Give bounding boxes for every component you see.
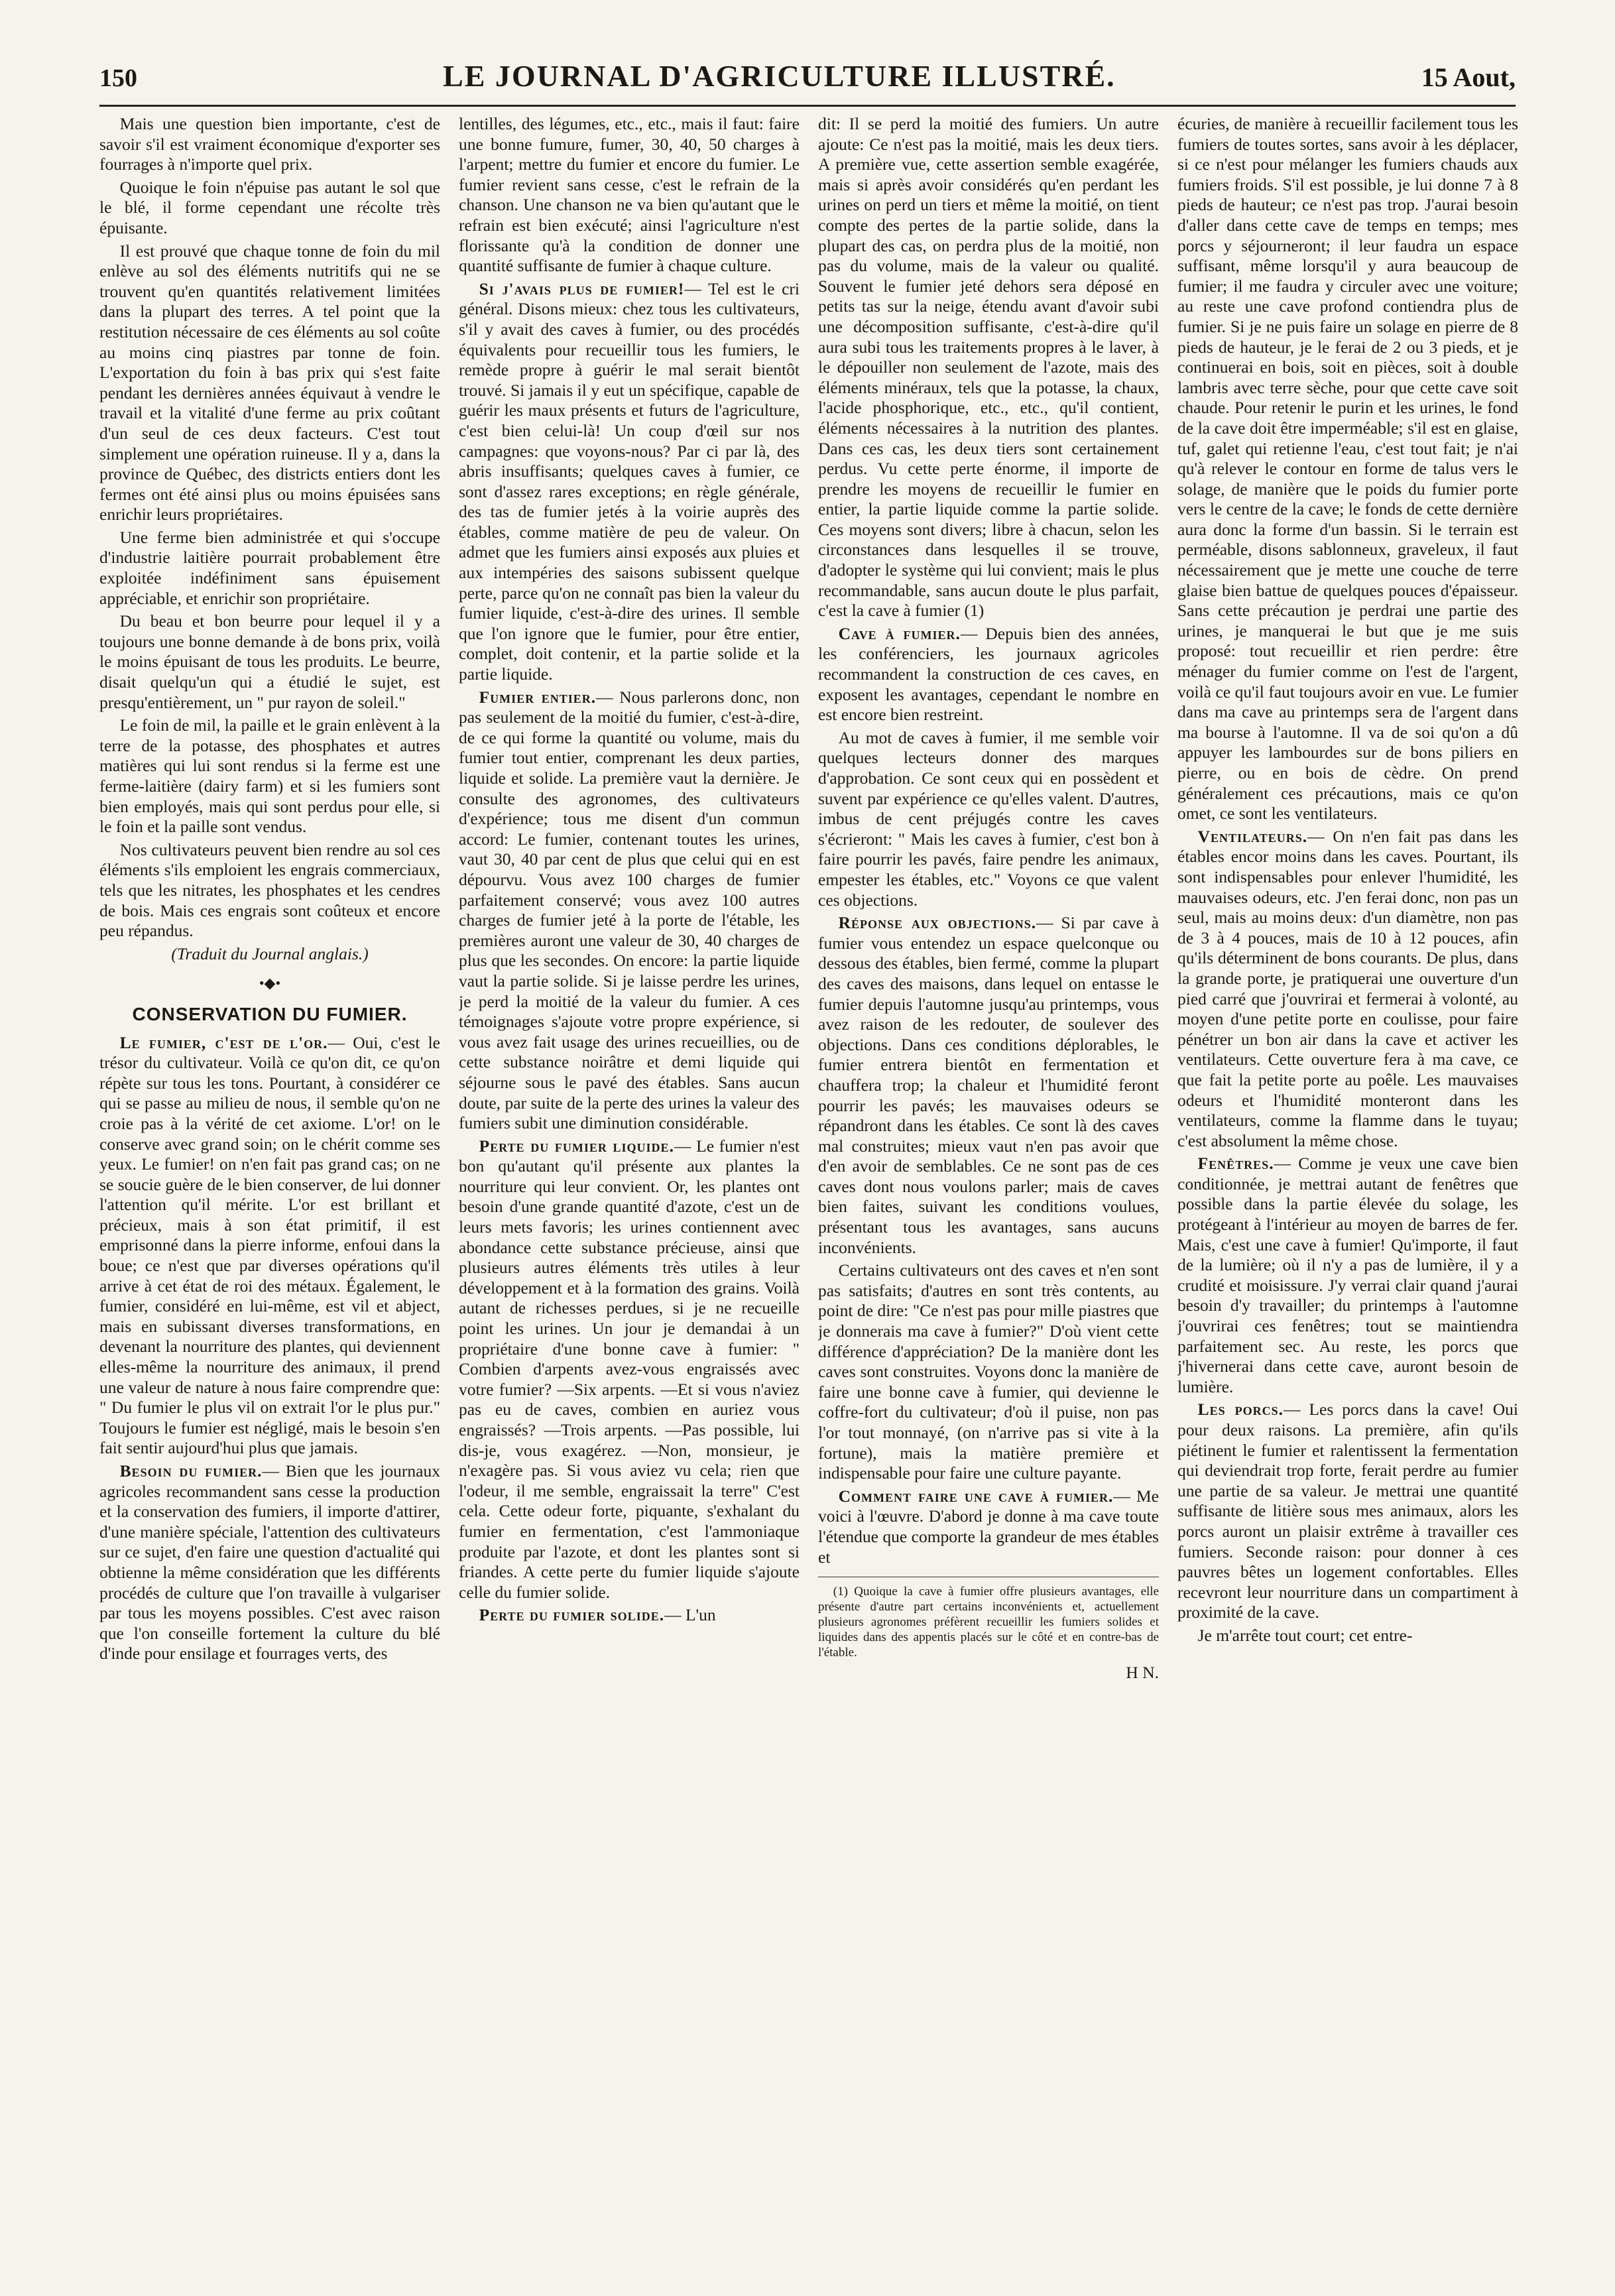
section-lead: Fenêtres. — [1197, 1154, 1274, 1174]
paragraph: Le foin de mil, la paille et le grain enlèvent à la terre de la potasse, des phosphates et autres matières qui lui sont rendus si la ferme est une ferme-laitière (dairy farm) et si les fumiers sont bien employés, mais qui sont perdus pour elle, si le foin et la paille sont vendus. — [99, 715, 440, 837]
paragraph — [1177, 1154, 1518, 1397]
paragraph — [459, 1136, 800, 1603]
column-1 — [99, 114, 440, 2256]
paragraph: Il est prouvé que chaque tonne de foin du mil enlève au sol des éléments nutritifs qui ne se trouvent qu'en quantités relativement limitées dans la plupart des terres. A tel point que la restitution nécessaire de ces éléments au sol coûte au moins cinq piastres par tonne de foin. L'exportation du foin à bas prix qui s'est faite pendant les dernières années équivaut à vendre le travail et la vitalité d'une ferme au prix coûtant d'un seul de ces deux facteurs. C'est tout simplement une opération ruineuse. Il y a, dans la province de Québec, des districts entiers dont les fermes ont été ainsi plus ou moins épuisées sans enrichir leurs propriétaires. — [99, 241, 440, 524]
paragraph — [459, 688, 800, 1134]
paragraph — [99, 1033, 440, 1459]
paragraph — [99, 1461, 440, 1664]
paragraph-text: — Comme je veux une cave bien conditionnée, je mettrai autant de fenêtres que possible dans la partie élevée du solage, les protégeant à l'intérieur au moyen de barres de fer. Mais, c'est une cave à fumier! Qu'importe, il faut de la lumière; où il n'y a pas de lumière, il y a crudité et moisissure. J'y verrai clair quand j'aurai besoin d'y travailler; du printemps à l'automne j'ouvrirai ces fenêtres; tout se maintiendra parfaitement sec. Au reste, les porcs que j'hivernerai dans cette cave, auront besoin de lumière. — [1177, 1154, 1518, 1396]
author-signature: H N. — [1126, 1663, 1159, 1683]
section-lead: Ventilateurs. — [1197, 826, 1308, 846]
paragraph-text: — Depuis bien des années, les conférenciers, les journaux agricoles recommandent la construction de ces caves, en exposent les avantages, cependant le nombre en est encore bien restreint. — [818, 623, 1159, 725]
paragraph — [818, 1486, 1159, 1567]
paragraph — [818, 624, 1159, 725]
paragraph-text: — Si par cave à fumier vous entendez un espace quelconque ou dessous des étables, bien fermé, comme la plupart des caves des maisons, dans lequel on entasse le fumier depuis l'automne jusqu'au printemps, vous avez raison de les redouter, de soulever des objections. Dans ces conditions déplorables, le fumier entrera bientôt en fermentation et chauffera trop; la chaleur et l'humidité feront pourrir les pavés; les mauvaises odeurs se répandront dans les étables. Ce sont là des caves mal construites; mieux vaut n'en pas avoir que d'en avoir de semblables. Ce ne sont pas de ces caves dont nous voulons parler; mais de caves bien faites, suivant les conditions voulues, présentant tous les avantages, sans aucuns inconvénients. — [818, 913, 1159, 1257]
column-3 — [818, 114, 1159, 2256]
issue-date: 15 Aout, — [1421, 62, 1516, 92]
section-lead: Perte du fumier liquide. — [479, 1136, 674, 1156]
column-2 — [459, 114, 800, 2256]
paragraph — [459, 1605, 800, 1626]
paragraph: écuries, de manière à recueillir facilement tous les fumiers de toutes sortes, sans avoir à les déplacer, si ce n'est pour mélanger les fumiers chauds aux fumiers froids. S'il est possible, je lui donne 7 à 8 pieds de hauteur; ce n'est pas trop. J'aurai besoin d'aller dans cette cave de temps en temps; mes porcs y séjourneront; il leur faudra un espace suffisant, même lorsqu'il y aura beaucoup de fumier; il me faudra y circuler avec une voiture; au reste une cave profond contiendra plus de fumier. Si je ne puis faire un solage en pierre de 8 pieds de hauteur, je le ferai de 2 ou 3 pieds, et je continuerai en bois, soit en pièces, soit à double lambris avec terre sèche, pour que cette cave soit chaude. Pour retenir le purin et les urines, le fond de la cave doit être imperméable; s'il est en glaise, tuf, galet qui retienne l'eau, c'est tout fait; je n'ai qu'à relever le contour en forme de talus vers le solage, de manière que le poids du fumier porte vers le centre de la cave; le fonds de cette dernière aura donc la forme d'un bassin. Si le terrain est perméable, disons sablonneux, graveleux, il faut nécessairement que je mette une couche de terre glaise bien battue de quelques pouces d'épaisseur. Sans cette précaution je perdrai une partie des urines, je manquerai le but que je me suis proposé: tout recueillir et rien perdre: être ménager du fumier comme on l'est de l'argent, voilà ce qu'il faut toujours avoir en vue. Le fumier dans ma cave au printemps sera de l'argent dans ma bourse à l'automne. Il va de soi qu'on a dû appuyer les lambourdes sur de bons piliers en pierre, ou en bois de cèdre. On prend généralement ces précautions, mais ce qu'on omet, ce sont les ventilateurs. — [1177, 114, 1518, 823]
page-number: 150 — [99, 64, 137, 92]
page-header — [99, 58, 1516, 107]
paragraph — [1177, 827, 1518, 1152]
article-columns — [99, 114, 1518, 2256]
journal-title: LE JOURNAL D'AGRICULTURE ILLUSTRÉ. — [443, 59, 1116, 93]
paragraph-text: — Me voici à l'œuvre. D'abord je donne à ma cave toute l'étendue que comporte la grandeur de mes étables et — [818, 1486, 1159, 1567]
paragraph-text: — Tel est le cri général. Disons mieux: chez tous les cultivateurs, s'il y avait des caves à fumier, ou des procédés équivalents pour recueillir tous les fumiers, le remède propre à guérir le mal serait bientôt trouvé. Si jamais il y eut un spécifique, capable de guérir les maux présents et futurs de l'agriculture, c'est bien celui-là! Un coup d'œil sur nos campagnes: que voyons-nous? Par ci par là, des abris insuffisants; quelques caves à fumier, ce sont d'assez rares exceptions; en règle générale, des tas de fumier jetés à la voirie auprès des étables, comme matière de peu de valeur. On admet que les fumiers ainsi exposés aux pluies et aux intempéries des saisons subissent quelque perte, parce qu'on ne connaît pas bien la valeur du fumier liquide, c'est-à-dire des urines. Il semble que l'on ignore que le fumier, pour être entier, complet, doit contenir, et la partie solide et la partie liquide. — [459, 278, 800, 684]
paragraph-text: — On n'en fait pas dans les étables encor moins dans les caves. Pourtant, ils sont indispensables pour enlever l'humidité, les mauvaises odeurs, etc. J'en ferai donc, non pas un seul, mais au moins deux: d'un diamètre, non pas de 3 à 4 pouces, mais de 10 à 12 pouces, afin qu'ils déterminent de bons courants. De plus, dans la grande porte, je pratiquerai une ouverture d'un pied carré que j'ouvrirai et fermerai à volonté, au moyen d'une petite porte en coulisse, pour faire pénétrer un bon air dans la cave et activer les ventilateurs. Cette ouverture fera à ma cave, ce que fait la petite porte au poêle. Les mauvaises odeurs et l'humidité monteront dans les ventilateurs, comme la flamme dans le tuyau; c'est absolument la même chose. — [1177, 826, 1518, 1150]
section-lead: Si j'avais plus de fumier! — [479, 278, 685, 298]
paragraph-text: — Les porcs dans la cave! Oui pour deux raisons. La première, afin qu'ils piétinent le fumier et ralentissent la fermentation qui deviendrait trop forte, ferait perdre au fumier une partie de sa valeur. Je mettrai une quantité suffisante de litière sous mes animaux, alors les porcs auront un plaisir extrême à travailler ces fumiers. Seconde raison: pour donner à ces pauvres bêtes un logement confortables. Elles recevront leur nourriture dans un compartiment à proximité de la cave. — [1177, 1400, 1518, 1622]
section-lead: Les porcs. — [1197, 1400, 1284, 1420]
column-4 — [1177, 114, 1518, 2256]
paragraph — [818, 913, 1159, 1258]
paragraph — [459, 279, 800, 685]
section-lead: Fumier entier. — [479, 687, 597, 707]
ornament-separator: •◆• — [259, 975, 281, 992]
paragraph-text: — L'un — [664, 1605, 716, 1625]
paragraph: Certains cultivateurs ont des caves et n'en sont pas satisfaits; d'autres en sont très contents, au point de dire: "Ce n'est pas pour mille piastres que je donnerais ma cave à fumier?" D'où vient cette différence d'appréciation? De la manière dont les caves sont construites. Voyons donc la manière de faire une bonne cave à fumier, qui devienne le coffre-fort du cultivateur; d'où il puise, non pas l'or tout monnayé, (on n'arrive pas si vite à la fortune), mais la matière première et indispensable pour faire une culture payante. — [818, 1260, 1159, 1483]
translation-credit: (Traduit du Journal anglais.) — [171, 943, 369, 963]
paragraph-text: — Le fumier n'est bon qu'autant qu'il présente aux plantes la nourriture qui leur convient. Or, les plantes ont besoin d'une grande quantité d'azote, c'est un de leurs mets favoris; les urines contiennent avec abondance cette substance précieuse, ainsi que plusieurs autres éléments très utiles à leur développement et à la formation des grains. Voilà autant de richesses perdues, si je ne recueille point les urines. Un jour je demandai à un propriétaire d'une bonne cave à fumier: " Combien d'arpents avez-vous engraissés avec votre fumier? —Six arpents. —Et si vous n'aviez pas eu de caves, combien en auriez vous engraissés? —Trois arpents. —Pas possible, lui dis-je, vous exagérez. —Non, monsieur, je n'exagère pas. Si vous aviez vu cela; rien que l'odeur, il me semble, engraissait la terre" C'est cela. Cette odeur forte, piquante, s'exhalant du fumier en fermentation, c'est l'ammoniaque produite par l'azote, et dont les plantes sont si friandes. A cette perte du fumier liquide s'ajoute celle du fumier solide. — [459, 1136, 800, 1602]
paragraph: Quoique le foin n'épuise pas autant le sol que le blé, il forme cependant une récolte très épuisante. — [99, 177, 440, 237]
paragraph: Nos cultivateurs peuvent bien rendre au sol ces éléments s'ils emploient les engrais commerciaux, tels que les nitrates, les phosphates et les cendres de bois. Mais ces engrais sont coûteux et encore peu répandus. — [99, 839, 440, 941]
paragraph-text: — Oui, c'est le trésor du cultivateur. Voilà ce qu'on dit, ce qu'on répète sur tous les tons. Pourtant, à considérer ce qui se passe au milieu de nous, il semble qu'on ne croie pas à la vérité de cet axiome. L'or! on le conserve avec grand soin; on le chérit comme ses yeux. Le fumier! on n'en fait pas grand cas; on ne se soucie guère de le bien conserver, de lui donner l'attention qu'il mérite. L'or est brillant et précieux, mais à son état primitif, il est emprisonné dans la pierre informe, enfoui dans la boue; ce n'est que par diverses opérations qu'il arrive à cet état de roi des métaux. Également, le fumier, considéré en lui-même, est vil et abject, mais en subissant diverses transformations, en devenant la nourriture des plantes, qui deviennent elles-même la nourriture des animaux, il prend une valeur de nature à nous faire comprendre que: " Du fumier le plus vil on extrait l'or le plus pur." Toujours le fumier est négligé, mais le besoin s'en fait sentir aujourd'hui plus que jamais. — [99, 1032, 440, 1458]
section-lead: Réponse aux objections. — [838, 913, 1037, 933]
section-lead: Comment faire une cave à fumier. — [838, 1486, 1114, 1506]
section-lead: Besoin du fumier. — [119, 1461, 263, 1480]
paragraph: Au mot de caves à fumier, il me semble voir quelques lecteurs donner des marques d'approbation. Ce sont ceux qui en possèdent et suvent par expérience ce qu'elles valent. D'autres, imbus de cent préjugés contre les caves s'écrieront: " Mais les caves à fumier, c'est bon à faire pourrir les pavés, faire pendre les animaux, empester les étables, etc." Voyons ce que valent ces objections. — [818, 727, 1159, 910]
paragraph-text: — Bien que les journaux agricoles recommandent sans cesse la production et la conservation des fumiers, il importe d'attirer, d'une manière spéciale, l'attention des cultivateurs sur ce sujet, d'en faire une question d'actualité qui obtienne la même considération que les différents procédés de culture que l'on travaille à vulgariser par tous les moyens possibles. C'est avec raison que l'on conseille fortement la culture du blé d'inde pour ensilage et fourrages verts, des — [99, 1461, 440, 1663]
paragraph: Mais une question bien importante, c'est de savoir s'il est vraiment économique d'exporter ses fourrages à n'importe quel prix. — [99, 114, 440, 174]
paragraph: lentilles, des légumes, etc., etc., mais il faut: faire une bonne fumure, fumer, 30, 40, 50 charges à l'arpent; mettre du fumier et encore du fumier. Le fumier revient sans cesse, c'est le refrain de la chanson. Une chanson ne va bien qu'autant que le refrain est bien exécuté; ainsi l'agriculture n'est florissante qu'à la condition de donner une quantité suffisante de fumier à chaque culture. — [459, 114, 800, 276]
paragraph: Je m'arrête tout court; cet entre- — [1197, 1625, 1413, 1645]
article-heading: CONSERVATION DU FUMIER. — [132, 1003, 408, 1024]
paragraph-text: — Nous parlerons donc, non pas seulement de la moitié du fumier, c'est-à-dire, de ce qui forme la quantité ou volume, mais du fumier tout entier, comprenant les deux parties, liquide et solide. La première vaut la dernière. Je consulte des agronomes, des cultivateurs d'expérience; tous me disent d'un commun accord: Le fumier, contenant toutes les urines, vaut 30, 40 par cent de plus que celui qui en est dépourvu. Vous avez 100 charges de fumier parfaitement conservé; vous avez 100 autres charges de fumier jeté à la porte de l'étable, les premières auront une valeur de 30, 40 charges de plus que les secondes. On encore: la partie liquide vaut la partie solide. Si je laisse perdre les urines, je perd la moitié de la valeur du fumier. A ces témoignages s'ajoute votre propre expérience, si vous avez fait usage des urines recueillies, ou de cette substance noirâtre et demi liquide qui séjourne sous le pavé des étables. Sans aucun doute, par suite de la perte des urines la valeur des fumiers subit une diminution considérable. — [459, 687, 800, 1133]
section-lead: Perte du fumier solide. — [479, 1605, 665, 1625]
paragraph: Du beau et bon beurre pour lequel il y a toujours une bonne demande à de bons prix, voilà le moins épuisant de tous les produits. Le beurre, disait quelqu'un qui a étudié le sujet, est presqu'entièrement, un " pur rayon de soleil." — [99, 611, 440, 712]
paragraph: Une ferme bien administrée et qui s'occupe d'industrie laitière pourrait probablement être exploitée indéfiniment sans épuisement appréciable, et enrichir son propriétaire. — [99, 527, 440, 608]
section-lead: Cave à fumier. — [838, 623, 961, 643]
section-lead: Le fumier, c'est de l'or. — [119, 1032, 328, 1052]
footnote: (1) Quoique la cave à fumier offre plusieurs avantages, elle présente d'autre part certains inconvénients et, actuellement plusieurs agronomes préfèrent recueillir les fumiers solides et liquides dans des appentis placés sur le côté et en contre-bas de l'étable. — [818, 1577, 1159, 1660]
paragraph — [1177, 1400, 1518, 1623]
paragraph: dit: Il se perd la moitié des fumiers. Un autre ajoute: Ce n'est pas la moitié, mais les deux tiers. A première vue, cette assertion semble exagérée, mais si après avoir considérés qu'en perdant les urines on perd un tiers et même la moitié, on tient compte des pertes de la partie solide, dans la plupart des cas, on perdra plus de la moitié, non pas du volume, mais de la valeur ou qualité. Souvent le fumier jeté dehors sera déposé en petits tas sur la neige, étendu avant d'avoir subi une décomposition suffisante, c'est-à-dire qu'il aura subi tous les traitements propres à le laver, à le dépouiller non seulement de l'azote, mais des éléments minéraux, tels que la potasse, la chaux, l'acide phosphorique, etc., etc., qu'il contient, éléments nécessaires à la nutrition des plantes. Dans ces cas, les deux tiers sont certainement perdus. Vu cette perte énorme, il importe de prendre les moyens de recueillir le fumier en entier, la partie liquide comme la partie solide. Ces moyens sont divers; libre à chacun, selon les circonstances dans lesquelles il se trouve, d'adopter le système qui lui convient; mais le plus recommandable, sans aucun doute le plus parfait, c'est la cave à fumier (1) — [818, 114, 1159, 621]
